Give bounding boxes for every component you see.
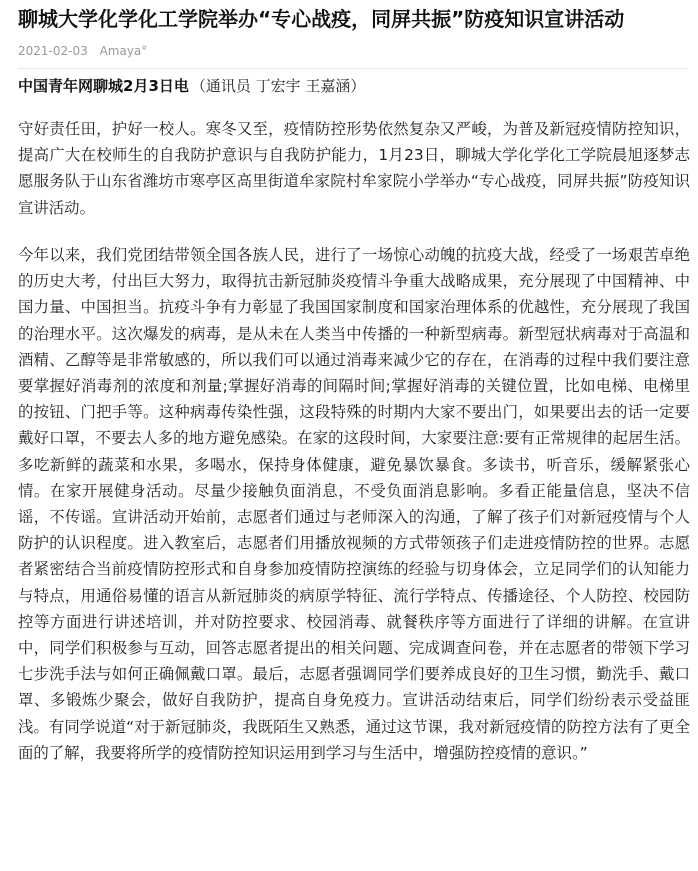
dateline-agency: 中国青年网聊城2月3日电 [18,77,189,95]
author-name: Amaya° [99,44,148,58]
article-byline [18,73,688,99]
article-title: 聊城大学化学化工学院举办“专心战疫，同屏共振”防疫知识宣讲活动 [18,7,625,31]
article-meta [18,42,688,69]
article-paragraph: 今年以来，我们党团结带领全国各族人民，进行了一场惊心动魄的抗疫大战，经受了一场艰苦卓绝的历史大考，付出巨大努力，取得抗击新冠肺炎疫情斗争重大战略成果，充分展现了中国精神、中国力量、中国担当。抗疫斗争有力彰显了我国国家制度和国家治理体系的优越性，充分展现了我国的治理水平。这次爆发的病毒，是从未在人类当中传播的一种新型病毒。新型冠状病毒对于高温和酒精、乙醇等是非常敏感的，所以我们可以通过消毒来减少它的存在，在消毒的过程中我们要注意要掌握好消毒剂的浓度和剂量;掌握好消毒的间隔时间;掌握好消毒的关键位置，比如电梯、电梯里的按钮、门把手等。这种病毒传染性强，这段特殊的时期内大家不要出门，如果要出去的话一定要 戴好口罩，不要去人多的地方避免感染。在家的这段时间，大家要注意:要有正常规律的起居生活。多吃新鲜的蔬菜和水果，多喝水，保持身体健康，避免暴饮暴食。多读书，听音乐，缓解紧张心情。在家开展健身活动。尽量少接触负面消息，不受负面消息影响。多看正能量信息，坚决不信谣，不传谣。宣讲活动开始前，志愿者们通过与老师深入的沟通，了解了孩子们对新冠疫情与个人防护的认识程度。进入教室后，志愿者们用播放视频的方式带领孩子们走进疫情防控的世界。志愿者紧密结合当前疫情防控形式和自身参加疫情防控演练的经验与切身体会，立足同学们的认知能力与特点，用通俗易懂的语言从新冠肺炎的病原学特征、流行学特点、传播途径、个人防控、校园防控等方面进行讲述培训，并对防控要求、校园消毒、就餐秩序等方面进行了详细的讲解。在宣讲中，同学们积极参与互动，回答志愿者提出的相关问题、完成调查问卷，并在志愿者的带领下学习七步洗手法与如何正确佩戴口罩。最后，志愿者强调同学们要养成良好的卫生习惯，勤洗手、戴口罩、多锻炼少聚会，做好自我防护，提高自身免疫力。宣讲活动结束后，同学们纷纷表示受益匪浅。有同学说道“对于新冠肺炎，我既陌生又熟悉，通过这节课，我对新冠疫情的防控方法有了更全面的了解，我要将所学的疫情防控知识运用到学习与生活中，增强防控疫情的意识。” [18,246,690,762]
publish-date: 2021-02-03 [18,44,88,58]
article-paragraph: 守好责任田，护好一校人。寒冬又至，疫情防控形势依然复杂又严峻，为普及新冠疫情防控知识，提高广大在校师生的自我防护意识与自我防护能力，1月23日，聊城大学化学化工学院晨旭逐梦志愿服务队于山东省潍坊市寒亭区高里街道牟家院村牟家院小学举办“专心战疫，同屏共振”防疫知识宣讲活动。 [18,120,690,217]
dateline-reporters: （通讯员 丁宏宇 王嘉涵） [190,77,366,95]
